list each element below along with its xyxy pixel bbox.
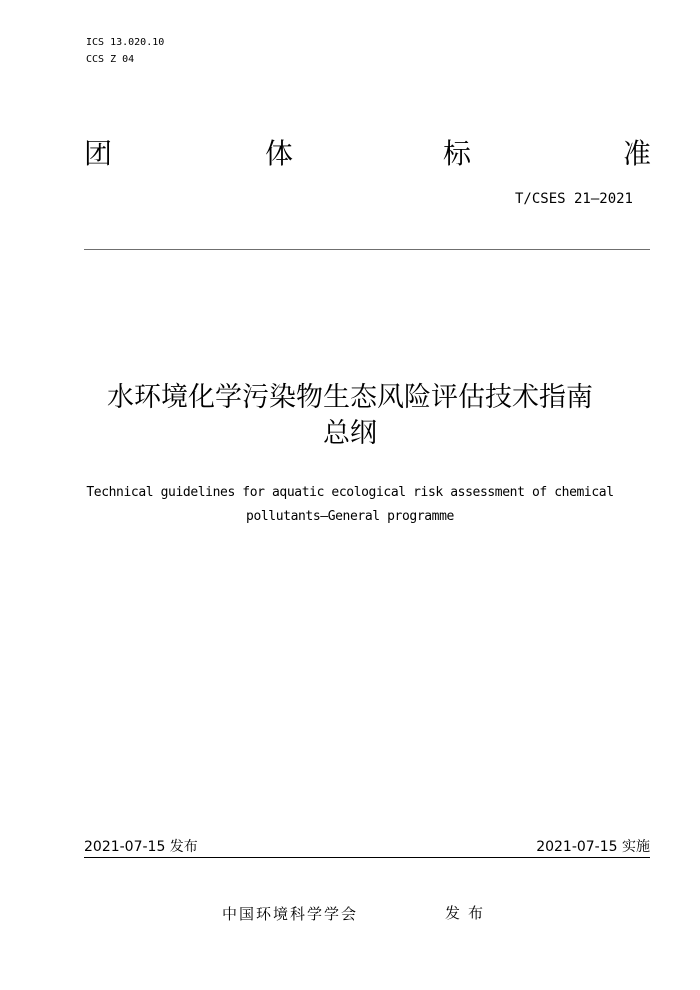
publish-label: 发布 (445, 904, 492, 922)
standard-type-char: 体 (265, 137, 294, 170)
english-title-line: Technical guidelines for aquatic ecological risk assessment of chemical (86, 485, 614, 500)
publisher-name: 中国环境科学学会 (222, 905, 359, 923)
footer-divider (84, 857, 650, 858)
implementation-date: 2021-07-15 实施 (536, 839, 650, 855)
issue-date: 2021-07-15 发布 (84, 839, 198, 855)
english-title-line: pollutants—General programme (246, 509, 454, 524)
english-title (40, 481, 660, 529)
chinese-title-line: 水环境化学污染物生态风险评估技术指南 (107, 382, 593, 413)
header-divider (84, 249, 650, 250)
standard-type-char: 准 (623, 137, 652, 170)
standard-number: T/CSES 21—2021 (514, 191, 633, 207)
ics-code: ICS 13.020.10 (86, 37, 165, 48)
standard-type-char: 标 (443, 137, 472, 170)
ccs-code: CCS Z 04 (86, 54, 135, 65)
chinese-title-line: 总纲 (323, 418, 377, 449)
standard-type-char: 团 (84, 137, 113, 170)
chinese-title (40, 380, 660, 452)
